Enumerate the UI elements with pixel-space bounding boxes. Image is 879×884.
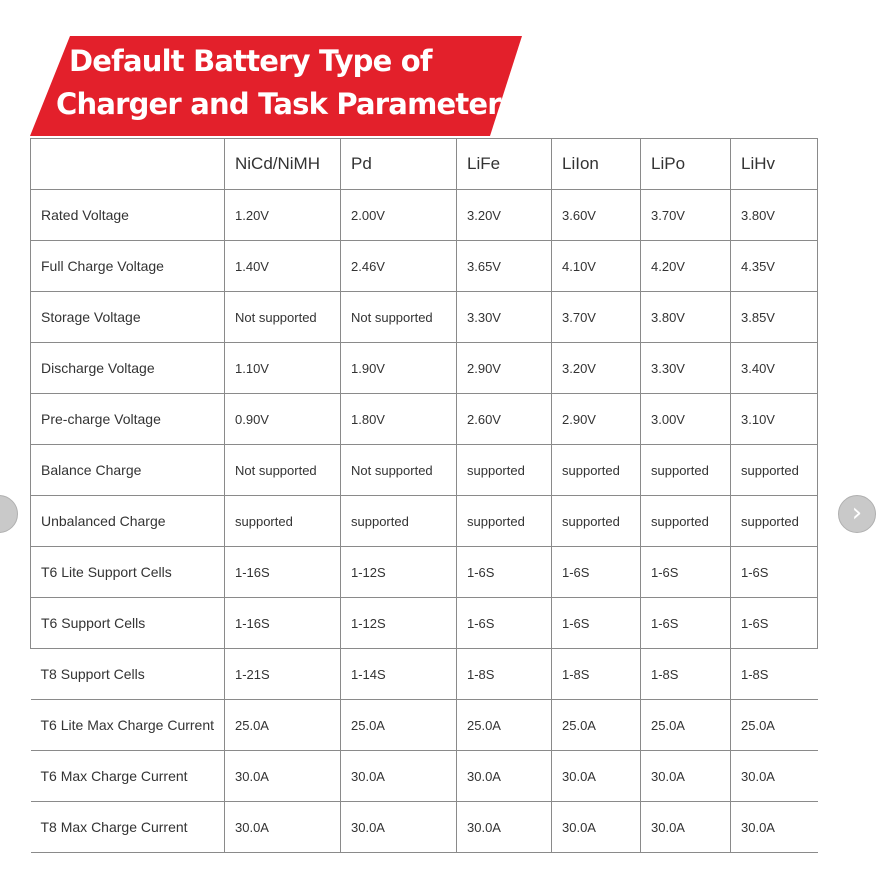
table-cell: 1-6S bbox=[457, 547, 552, 598]
table-cell: 1-12S bbox=[341, 547, 457, 598]
table-cell: 3.40V bbox=[731, 343, 818, 394]
table-cell: 2.46V bbox=[341, 241, 457, 292]
table-cell: 25.0A bbox=[225, 700, 341, 751]
table-row bbox=[31, 496, 818, 547]
chevron-left-icon[interactable] bbox=[0, 495, 18, 533]
battery-parameters-table bbox=[30, 138, 818, 853]
row-label: Storage Voltage bbox=[31, 292, 225, 343]
table-cell: 2.00V bbox=[341, 190, 457, 241]
table-cell: 1-8S bbox=[731, 649, 818, 700]
table-cell: Not supported bbox=[225, 445, 341, 496]
table-cell: supported bbox=[225, 496, 341, 547]
table-row bbox=[31, 598, 818, 649]
column-header: LiPo bbox=[641, 139, 731, 190]
page-title bbox=[56, 40, 517, 126]
table-cell: 4.10V bbox=[552, 241, 641, 292]
table-cell: 30.0A bbox=[457, 802, 552, 853]
table-cell: 1-6S bbox=[457, 598, 552, 649]
row-label: Rated Voltage bbox=[31, 190, 225, 241]
table-cell: 1-12S bbox=[341, 598, 457, 649]
table-row bbox=[31, 547, 818, 598]
table-cell: supported bbox=[552, 496, 641, 547]
table-header-row bbox=[31, 139, 818, 190]
table-cell: 30.0A bbox=[341, 751, 457, 802]
column-header: NiCd/NiMH bbox=[225, 139, 341, 190]
table-cell: supported bbox=[341, 496, 457, 547]
column-header bbox=[31, 139, 225, 190]
row-label: T6 Support Cells bbox=[31, 598, 225, 649]
row-label: T8 Support Cells bbox=[31, 649, 225, 700]
table-cell: 0.90V bbox=[225, 394, 341, 445]
title-line-2: Charger and Task Parameters bbox=[56, 87, 518, 121]
table-cell: Not supported bbox=[225, 292, 341, 343]
row-label: T6 Lite Support Cells bbox=[31, 547, 225, 598]
table-cell: 25.0A bbox=[641, 700, 731, 751]
table-cell: 2.90V bbox=[457, 343, 552, 394]
table-cell: supported bbox=[552, 445, 641, 496]
table-row bbox=[31, 802, 818, 853]
table-cell: 25.0A bbox=[341, 700, 457, 751]
table-cell: 25.0A bbox=[552, 700, 641, 751]
table-row bbox=[31, 751, 818, 802]
table-cell: 3.85V bbox=[731, 292, 818, 343]
row-label: Full Charge Voltage bbox=[31, 241, 225, 292]
table-cell: 1-21S bbox=[225, 649, 341, 700]
table-row bbox=[31, 292, 818, 343]
table-cell: 30.0A bbox=[552, 751, 641, 802]
table-cell: Not supported bbox=[341, 445, 457, 496]
table-cell: 25.0A bbox=[457, 700, 552, 751]
table-cell: 2.60V bbox=[457, 394, 552, 445]
table-cell: 3.60V bbox=[552, 190, 641, 241]
table-cell: supported bbox=[731, 496, 818, 547]
table-row bbox=[31, 700, 818, 751]
table-cell: 1.80V bbox=[341, 394, 457, 445]
table-cell: 3.70V bbox=[552, 292, 641, 343]
table-cell: 1-8S bbox=[641, 649, 731, 700]
table-cell: supported bbox=[731, 445, 818, 496]
table-cell: 1.10V bbox=[225, 343, 341, 394]
table-cell: 30.0A bbox=[641, 751, 731, 802]
column-header: LiHv bbox=[731, 139, 818, 190]
row-label: T6 Max Charge Current bbox=[31, 751, 225, 802]
table-row bbox=[31, 241, 818, 292]
table-cell: 3.10V bbox=[731, 394, 818, 445]
table-cell: 3.80V bbox=[641, 292, 731, 343]
table-cell: 30.0A bbox=[731, 751, 818, 802]
table-cell: 1-6S bbox=[552, 598, 641, 649]
table-cell: 3.00V bbox=[641, 394, 731, 445]
table-cell: 1-6S bbox=[731, 598, 818, 649]
table-cell: supported bbox=[457, 445, 552, 496]
chevron-right-icon[interactable]: › bbox=[838, 495, 876, 533]
table-cell: 1.40V bbox=[225, 241, 341, 292]
table-cell: 3.20V bbox=[457, 190, 552, 241]
table-cell: 1-8S bbox=[457, 649, 552, 700]
table-cell: 25.0A bbox=[731, 700, 818, 751]
row-label: Unbalanced Charge bbox=[31, 496, 225, 547]
table-cell: 3.70V bbox=[641, 190, 731, 241]
table-cell: 30.0A bbox=[641, 802, 731, 853]
row-label: T8 Max Charge Current bbox=[31, 802, 225, 853]
table-row bbox=[31, 190, 818, 241]
row-label: Balance Charge bbox=[31, 445, 225, 496]
table-cell: 1-6S bbox=[552, 547, 641, 598]
table-cell: 2.90V bbox=[552, 394, 641, 445]
table-cell: 3.20V bbox=[552, 343, 641, 394]
table-cell: 4.20V bbox=[641, 241, 731, 292]
table-cell: 1-16S bbox=[225, 547, 341, 598]
row-label: Pre-charge Voltage bbox=[31, 394, 225, 445]
table-cell: 3.30V bbox=[641, 343, 731, 394]
table-cell: 1-6S bbox=[641, 598, 731, 649]
table-cell: supported bbox=[641, 445, 731, 496]
table-row bbox=[31, 343, 818, 394]
table-cell: 1-8S bbox=[552, 649, 641, 700]
table-cell: 3.80V bbox=[731, 190, 818, 241]
column-header: LiFe bbox=[457, 139, 552, 190]
table-cell: 1-6S bbox=[731, 547, 818, 598]
table-cell: 30.0A bbox=[341, 802, 457, 853]
column-header: LiIon bbox=[552, 139, 641, 190]
table-cell: supported bbox=[457, 496, 552, 547]
table-cell: 1-16S bbox=[225, 598, 341, 649]
table-cell: 1.90V bbox=[341, 343, 457, 394]
table-cell: 30.0A bbox=[457, 751, 552, 802]
table-cell: 1.20V bbox=[225, 190, 341, 241]
row-label: Discharge Voltage bbox=[31, 343, 225, 394]
table-cell: 30.0A bbox=[225, 751, 341, 802]
table-row bbox=[31, 394, 818, 445]
table-cell: 30.0A bbox=[225, 802, 341, 853]
table-row bbox=[31, 445, 818, 496]
table-cell: supported bbox=[641, 496, 731, 547]
table-cell: 4.35V bbox=[731, 241, 818, 292]
row-label: T6 Lite Max Charge Current bbox=[31, 700, 225, 751]
table-cell: 3.65V bbox=[457, 241, 552, 292]
table-cell: 30.0A bbox=[731, 802, 818, 853]
table-cell: 3.30V bbox=[457, 292, 552, 343]
column-header: Pd bbox=[341, 139, 457, 190]
table-cell: 1-6S bbox=[641, 547, 731, 598]
table-cell: Not supported bbox=[341, 292, 457, 343]
table-cell: 30.0A bbox=[552, 802, 641, 853]
table-row bbox=[31, 649, 818, 700]
table-cell: 1-14S bbox=[341, 649, 457, 700]
title-line-1: Default Battery Type of bbox=[69, 44, 432, 78]
